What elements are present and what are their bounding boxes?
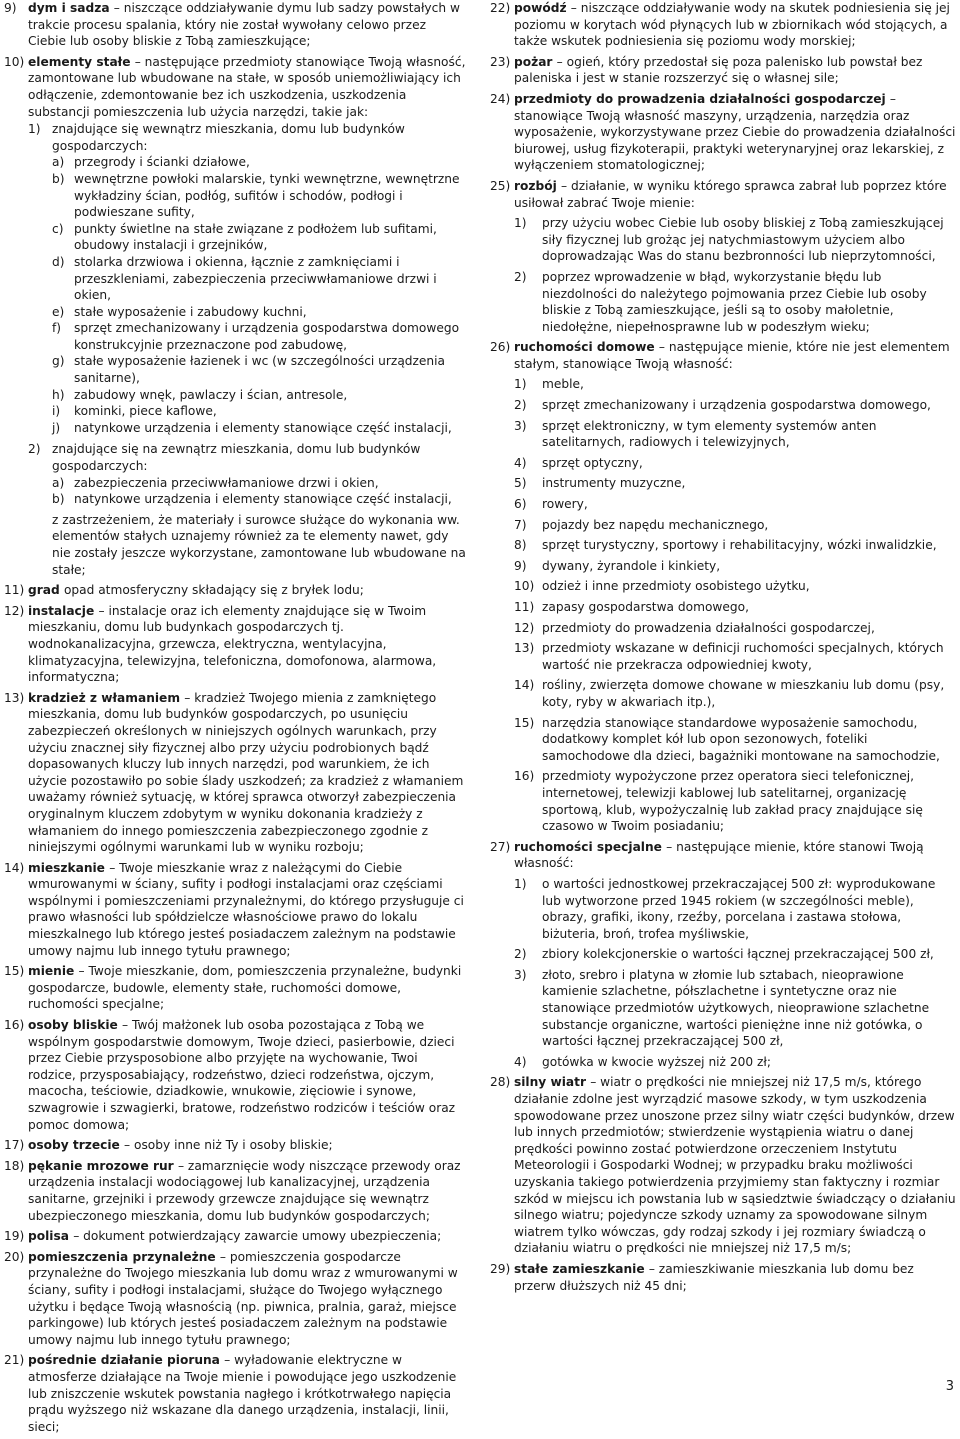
sub-text: znajdujące się na zewnątrz mieszkania, domu lub budynków gospodarczych: (52, 442, 421, 474)
item-text: natynkowe urządzenia i elementy stanowiące część instalacji, (74, 492, 452, 507)
list-item (514, 397, 956, 414)
list-item (514, 876, 956, 942)
item-text: punkty świetlne na stałe związane z podłożem lub sufitami, obudowy instalacji i grzejników, (74, 221, 437, 253)
list-item (514, 558, 956, 575)
definition-term: elementy stałe (28, 54, 135, 69)
definition-text: opad atmosferyczny składający się z bryłek lodu; (63, 583, 364, 598)
item-text: zbiory kolekcjonerskie o wartości łącznej przekraczającej 500 zł, (542, 947, 934, 962)
list-item (514, 215, 956, 265)
item-letter: c) (52, 221, 64, 236)
item-text: pojazdy bez napędu mechanicznego, (542, 517, 769, 532)
item-number: 9) (514, 558, 527, 573)
definition-text: – następujące mienie, które stanowi Twoją własność: (514, 839, 924, 871)
item-text: rośliny, zwierzęta domowe chowane w mieszkaniu lub domu (psy, koty, ryby w akwariach itp.), (542, 678, 945, 709)
definition-number: 24) (490, 91, 511, 106)
item-text: poprzez wprowadzenie w błąd, wykorzystanie błędu lub niezdolności do należytego pojmowania przez Ciebie lub osoby bliskie z Tobą zamieszkujące, jeśli są to osoby małoletnie, niedołężne, niepełnosprawne lub w podeszłym wieku; (542, 269, 927, 334)
left-column (4, 0, 466, 1439)
list-item (52, 491, 466, 508)
definition-term: stałe zamieszkanie (514, 1261, 649, 1276)
item-text: natynkowe urządzenia i elementy stanowiące część instalacji, (74, 420, 452, 435)
list-item (514, 455, 956, 472)
item-letter: a) (52, 475, 65, 490)
definition-number: 21) (4, 1353, 25, 1368)
definition-number: 14) (4, 860, 25, 875)
list-item (514, 599, 956, 616)
definition-term: polisa (28, 1229, 74, 1244)
item-text: zapasy gospodarstwa domowego, (542, 600, 749, 614)
definition-number: 27) (490, 839, 511, 854)
definition-term: powódź (514, 1, 571, 15)
list-item (514, 578, 956, 595)
list-item (514, 269, 956, 335)
definition-number: 29) (490, 1261, 511, 1276)
list-item (514, 517, 956, 534)
list-item (514, 640, 956, 673)
definition-text: – działanie, w wyniku którego sprawca zabrał lub poprzez które usiłował zabrać Twoje mienie: (514, 178, 947, 210)
definition-21 (4, 1352, 466, 1435)
item-number: 5) (514, 476, 527, 491)
definition-22 (490, 0, 956, 50)
item-number: 11) (514, 600, 535, 614)
item-text: przedmioty wypożyczone przez operatora sieci telefonicznej, internetowej, telewizji kablowej lub satelitarnej, organizację sportową, klub, wypożyczalnię lub zakład pracy znajdujące się czasowo w Twoim posiadaniu; (542, 769, 923, 834)
definition-25 (490, 178, 956, 335)
definition-text: – ogień, który przedostał się poza palenisko lub powstał bez paleniska i jest w stanie rozszerzyć się o własnej sile; (514, 54, 923, 86)
item-number: 2) (514, 947, 527, 962)
item-number: 15) (514, 715, 535, 730)
definition-number: 9) (4, 1, 17, 15)
definition-text: – stanowiące Twoją własność maszyny, urządzenia, narzędzia oraz wyposażenie, wykorzystywane przez Ciebie do prowadzenia działalności biurowej, usług fizykoterapii, praktyki weterynaryjnej oraz lekarskiej, z wyłączeniem stomatologicznej; (514, 91, 956, 173)
list-item (514, 946, 956, 963)
item-number: 8) (514, 538, 527, 553)
definition-text: – zamarznięcie wody niszczące przewody oraz urządzenia instalacji wodociągowej lub kanalizacyjnej, urządzenia sanitarne, grzejniki i przewody grzewcze znajdujące się wewnątrz ubezpieczonego mieszkania, domu lub budynków gospodarczych; (28, 1158, 461, 1223)
sub-number: 1) (28, 122, 41, 137)
item-letter: f) (52, 321, 62, 336)
item-text: o wartości jednostkowej przekraczającej 500 zł: wyprodukowane lub wytworzone przed 1945 rokiem (w szczególności meble), obrazy, grafiki, ikony, rzeźby, porcelana i zastawa stołowa, biżuteria, broń, trofea myśliwskie, (542, 876, 936, 941)
list-item (52, 403, 466, 420)
definition-11 (4, 582, 466, 599)
item-number: 1) (514, 216, 527, 231)
item-number: 1) (514, 377, 527, 392)
list-item (514, 475, 956, 492)
item-letter: h) (52, 387, 65, 402)
definition-16 (4, 1017, 466, 1133)
list-item (514, 496, 956, 513)
definition-number: 23) (490, 54, 511, 69)
item-text: instrumenty muzyczne, (542, 476, 686, 491)
definition-9 (4, 0, 466, 50)
item-text: dywany, żyrandole i kinkiety, (542, 558, 721, 573)
definition-28 (490, 1074, 956, 1257)
definition-number: 25) (490, 178, 511, 193)
definition-number: 20) (4, 1249, 25, 1264)
list-item (52, 171, 466, 221)
item-text: przedmioty do prowadzenia działalności gospodarczej, (542, 620, 875, 635)
subsection-outside (28, 441, 466, 578)
item-text: stałe wyposażenie i zabudowy kuchni, (74, 304, 307, 319)
definition-17 (4, 1137, 466, 1154)
definition-term: silny wiatr (514, 1075, 591, 1090)
definition-term: pośrednie działanie pioruna (28, 1353, 225, 1368)
list-item (514, 677, 956, 710)
definition-number: 16) (4, 1018, 25, 1033)
definition-text: – osoby inne niż Ty i osoby bliskie; (124, 1138, 333, 1153)
list-item (52, 320, 466, 353)
definition-29 (490, 1261, 956, 1294)
list-item (514, 537, 956, 554)
item-number: 6) (514, 497, 527, 512)
item-text: sprzęt zmechanizowany i urządzenia gospodarstwa domowego konstrukcyjnie przeznaczone pod zabudowę, (74, 321, 460, 352)
item-letter: b) (52, 492, 65, 507)
definition-18 (4, 1158, 466, 1224)
definition-text: – kradzież Twojego mienia z zamkniętego mieszkania, domu lub budynków gospodarczych, po usunięciu zabezpieczeń określonych w niniejszych ogólnych warunkach, przy użyciu znacznej siły fizycznej albo przy użyciu podrobionych bądź dopasowanych kluczy lub innych narzędzi, pod warunkiem, że ich użycie pozostawiło po sobie ślady uszkodzeń; za kradzież z włamaniem uważamy również sytuację, w której sprawca otworzył zabezpieczenia oryginalnym kluczem zdobytym w wyniku dokonania kradzieży z włamaniem do innego pomieszczenia zabezpieczonego zgodnie z niniejszymi ogólnymi warunkami lub w wyniku rozboju; (28, 690, 464, 855)
sub-number: 2) (28, 442, 41, 457)
list-item (514, 418, 956, 451)
item-text: wewnętrzne powłoki malarskie, tynki wewnętrzne, wewnętrzne wykładziny ścian, podłóg, sufitów i schodów, podłogi i podwieszane sufity, (74, 171, 460, 220)
definition-14 (4, 860, 466, 960)
item-number: 2) (514, 398, 527, 413)
definition-text: – niszczące oddziaływanie dymu lub sadzy powstałych w trakcie procesu spalania, który nie został wywołany celowo przez Ciebie lub osoby bliskie z Tobą zamieszkujące; (28, 1, 460, 49)
list-item (514, 715, 956, 765)
list-item (52, 387, 466, 404)
definition-term: osoby trzecie (28, 1138, 125, 1153)
list-item (52, 304, 466, 321)
definition-term: grad (28, 583, 64, 598)
item-text: zabudowy wnęk, pawlaczy i ścian, antresole, (74, 387, 348, 402)
definition-term: przedmioty do prowadzenia działalności gospodarczej (514, 91, 890, 106)
definition-text: – instalacje oraz ich elementy znajdujące się w Twoim mieszkaniu, domu lub budynkach gospodarczych tj. wodnokanalizacyjna, grzewcza, elektryczna, wentylacyjna, klimatyzacyjna, telewizyjna, telefoniczna, domofonowa, alarmowa, informatyczna; (28, 603, 437, 685)
definition-text: – następujące mienie, które nie jest elementem stałym, stanowiące Twoją własność: (514, 340, 950, 371)
definition-number: 26) (490, 340, 511, 355)
list-item (52, 154, 466, 171)
list-item (52, 254, 466, 304)
definition-24 (490, 91, 956, 174)
list-item (514, 768, 956, 834)
item-letter: d) (52, 254, 65, 269)
item-text: złoto, srebro i platyna w złomie lub sztabach, nieoprawione kamienie szlachetne, półszlachetne i syntetyczne oraz nie stanowiące przedmiotów użytkowych, nieoprawione szlachetne substancje organiczne, wartości pieniężne inne niż gotówka, o wartości łącznej przekraczającej 500 zł, (542, 967, 930, 1049)
definition-number: 12) (4, 603, 25, 618)
definition-text: – Twoje mieszkanie wraz z należącymi do Ciebie wmurowanymi w ściany, sufity i podłogi instalacjami oraz częściami wspólnymi i pomieszczeniami przynależnymi, do którego przysługuje ci prawo własności lub spółdzielcze własnościowe prawo do lokalu mieszkalnego lub którego jesteś posiadaczem zależnym na podstawie umowy najmu lub innego tytułu prawnego; (28, 860, 464, 958)
item-text: narzędzia stanowiące standardowe wyposażenie samochodu, dodatkowy komplet kół lub opon sezonowych, foteliki samochodowe dla dzieci, bagażniki montowane na samochodzie, (542, 715, 940, 763)
definition-text: – zamieszkiwanie mieszkania lub domu bez przerw dłuższych niż 45 dni; (514, 1261, 914, 1293)
definition-term: instalacje (28, 603, 99, 618)
item-letter: i) (52, 404, 61, 419)
subsection-note: z zastrzeżeniem, że materiały i surowce służące do wykonania ww. elementów stałych uznajemy również za te elementy nawet, gdy nie zostały jeszcze wykorzystane, zamontowane lub wbudowane na stałe; (52, 512, 466, 577)
definition-term: ruchomości specjalne (514, 839, 667, 854)
definition-term: dym i sadza (28, 1, 114, 15)
definition-12 (4, 603, 466, 686)
definition-number: 17) (4, 1138, 25, 1153)
definition-term: pękanie mrozowe rur (28, 1158, 178, 1173)
item-letter: b) (52, 171, 65, 186)
definition-term: ruchomości domowe (514, 340, 659, 355)
definition-text: – Twój małżonek lub osoba pozostająca z Tobą we wspólnym gospodarstwie domowym, Twoje dzieci, pasierbowie, dzieci przez Ciebie przysposobione albo przyjęte na wychowanie, Twoi rodzice, przysposabiający, rodzeństwo, dzieci rodzeństwa, ojczym, macocha, teściowie, dziadkowie, wnukowie, zięciowie i synowe, szwagrowie i szwagierki, bratowe, rodzeństwo rodziców i teściów oraz pomoc domowa; (28, 1018, 456, 1132)
definition-27 (490, 839, 956, 1071)
list-item (514, 967, 956, 1050)
item-text: sprzęt turystyczny, sportowy i rehabilitacyjny, wózki inwalidzkie, (542, 538, 937, 553)
item-number: 4) (514, 1054, 527, 1069)
definition-text: – pomieszczenia gospodarcze przynależne do Twojego mieszkania lub domu wraz z wmurowanymi w ściany, sufity i podłogi instalacjami, służące do Twojego wyłącznego użytku i będące Twoją własnością (np. piwnica, pralnia, garaż, miejsce parkingowe) lub których jesteś posiadaczem zależnym na podstawie umowy najmu lub innego tytułu prawnego; (28, 1249, 458, 1347)
item-number: 2) (514, 269, 527, 284)
definition-term: pożar (514, 54, 557, 69)
definition-text: – niszczące oddziaływanie wody na skutek podniesienia się jej poziomu w korytach wód płynących lub w zbiornikach wód stojących, a także wskutek podniesienia się poziomu wody morskiej; (514, 1, 950, 49)
item-text: meble, (542, 377, 584, 392)
item-number: 13) (514, 641, 535, 656)
item-number: 3) (514, 418, 527, 433)
item-text: sprzęt elektroniczny, w tym elementy systemów anten satelitarnych, radiowych i telewizyjnych, (542, 418, 877, 450)
item-text: gotówka w kwocie wyższej niż 200 zł; (542, 1054, 771, 1069)
page-number: 3 (945, 1379, 954, 1394)
item-text: sprzęt optyczny, (542, 455, 643, 470)
item-letter: a) (52, 155, 65, 170)
definition-term: mienie (28, 964, 79, 979)
definition-term: mieszkanie (28, 860, 110, 875)
list-item (52, 353, 466, 386)
item-number: 16) (514, 769, 535, 784)
list-item (52, 420, 466, 437)
definition-number: 18) (4, 1158, 25, 1173)
definition-term: osoby bliskie (28, 1018, 123, 1033)
item-number: 12) (514, 620, 535, 635)
definition-term: kradzież z włamaniem (28, 690, 185, 705)
subsection-inside (28, 121, 466, 436)
list-item (52, 221, 466, 254)
definition-term: pomieszczenia przynależne (28, 1249, 220, 1264)
item-text: stałe wyposażenie łazienek i wc (w szczególności urządzenia sanitarne), (74, 354, 445, 386)
item-text: stolarka drzwiowa i okienna, łącznie z zamknięciami i przeszkleniami, zabezpieczenia przeciwwłamaniowe drzwi i okien, (74, 254, 437, 303)
definition-text: – wyładowanie elektryczne w atmosferze działające na Twoje mienie i powodujące jego uszkodzenie lub zniszczenie wskutek powstania nagłego i krótkotrwałego napięcia prądu wyższego niż wskazane dla danego urządzenia, instalacji, linii, sieci; (28, 1353, 457, 1434)
item-letter: j) (52, 420, 61, 435)
item-number: 4) (514, 455, 527, 470)
definition-number: 13) (4, 690, 25, 705)
item-letter: e) (52, 304, 65, 319)
definition-15 (4, 963, 466, 1013)
definition-13 (4, 690, 466, 856)
item-number: 3) (514, 967, 527, 982)
definition-number: 15) (4, 964, 25, 979)
right-column (490, 0, 956, 1298)
definition-10 (4, 54, 466, 578)
definition-19 (4, 1228, 466, 1245)
definition-number: 22) (490, 1, 511, 15)
item-text: sprzęt zmechanizowany i urządzenia gospodarstwa domowego, (542, 398, 931, 413)
definition-text: – wiatr o prędkości nie mniejszej niż 17,5 m/s, którego działanie zdolne jest wyrządzić masowe szkody, w tym uszkodzenia spowodowane przez unoszone przez silny wiatr części budynków, drzew lub innych przedmiotów; stwierdzenie wystąpienia wiatru o danej prędkości powinno zostać potwierdzone orzeczeniem Instytutu Meteorologii i Gospodarki Wodnej; w przypadku braku możliwości uzyskania takiego potwierdzenia przyjmiemy stan faktyczny i rozmiar szkód w miejscu ich powstania lub w sąsiedztwie świadczący o działaniu silnego wiatru; pojedyncze szkody uznamy za spowodowane silnym wiatrem tylko wówczas, gdy rodzaj szkody i jej rozmiary świadczą o działaniu wiatru o prędkości nie mniejszej niż 17,5 m/s; (514, 1075, 956, 1256)
definition-number: 11) (4, 583, 25, 598)
item-number: 7) (514, 517, 527, 532)
definition-text: – dokument potwierdzający zawarcie umowy ubezpieczenia; (73, 1229, 442, 1244)
definition-20 (4, 1249, 466, 1349)
item-text: zabezpieczenia przeciwwłamaniowe drzwi i okien, (74, 475, 379, 490)
list-item (52, 475, 466, 492)
definition-number: 19) (4, 1229, 25, 1244)
item-text: rowery, (542, 497, 588, 512)
item-text: odzież i inne przedmioty osobistego użytku, (542, 579, 810, 594)
sub-text: znajdujące się wewnątrz mieszkania, domu lub budynków gospodarczych: (52, 122, 405, 153)
definition-23 (490, 54, 956, 87)
item-number: 14) (514, 678, 535, 693)
definition-number: 28) (490, 1075, 511, 1090)
definition-term: rozbój (514, 178, 561, 193)
list-item (514, 376, 956, 393)
item-number: 10) (514, 579, 535, 594)
list-item (514, 1054, 956, 1071)
definition-text: – następujące przedmioty stanowiące Twoją własność, zamontowane lub wbudowane na stałe, w sposób uniemożliwiający ich odłączenie, zdemontowanie bez ich uszkodzenia, uszkodzenia substancji pomieszczenia lub użycia narzędzi, takie jak: (28, 54, 466, 119)
item-number: 1) (514, 876, 527, 891)
definition-text: – Twoje mieszkanie, dom, pomieszczenia przynależne, budynki gospodarcze, budowle, elementy stałe, ruchomości domowe, ruchomości specjalne; (28, 964, 462, 1012)
definition-26 (490, 339, 956, 834)
item-text: przegrody i ścianki działowe, (74, 155, 250, 170)
item-text: przy użyciu wobec Ciebie lub osoby bliskiej z Tobą zamieszkującej siły fizycznej lub grożąc jej natychmiastowym użyciem albo doprowadzając Was do stanu bezbronności lub nieprzytomności, (542, 216, 944, 264)
list-item (514, 620, 956, 637)
definition-number: 10) (4, 54, 25, 69)
item-letter: g) (52, 354, 65, 369)
item-text: kominki, piece kaflowe, (74, 404, 217, 419)
item-text: przedmioty wskazane w definicji ruchomości specjalnych, których wartość nie przekracza odpowiedniej kwoty, (542, 641, 944, 672)
